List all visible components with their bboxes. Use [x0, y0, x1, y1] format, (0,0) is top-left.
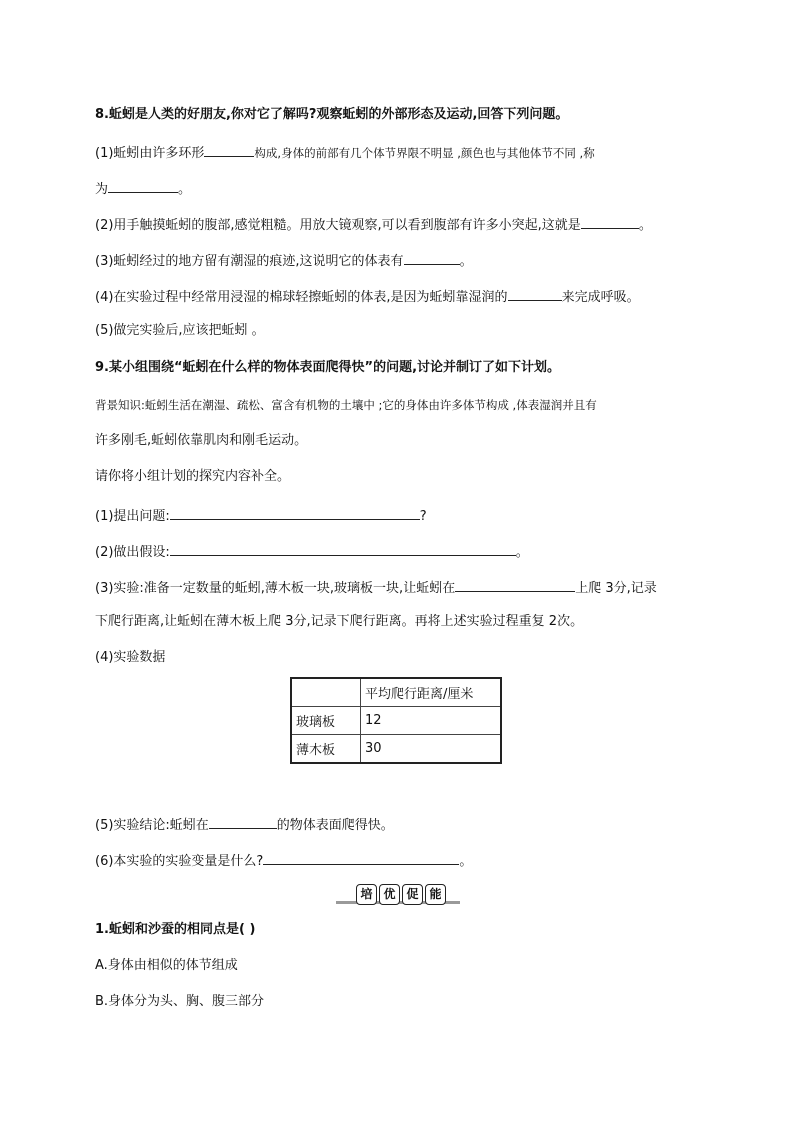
table-cell: 30	[361, 735, 502, 764]
answer-blank[interactable]	[508, 286, 562, 301]
table-header-row	[291, 678, 501, 707]
answer-blank[interactable]	[204, 142, 254, 157]
table-row	[291, 707, 501, 735]
pq1-option-b[interactable]: B.身体分为头、胸、腹三部分	[95, 994, 265, 1009]
banner-char: 能	[425, 884, 446, 905]
section-banner	[336, 884, 460, 906]
q9-step6: (6)本实验的实验变量是什么? 。	[95, 850, 472, 871]
table-header-cell: 平均爬行距离/厘米	[361, 678, 502, 707]
q9-step3-line1: (3)实验:准备一定数量的蚯蚓,薄木板一块,玻璃板一块,让蚯蚓在 上爬 3分,记录	[95, 577, 657, 598]
answer-blank[interactable]	[455, 577, 575, 592]
pq1-title: 1.蚯蚓和沙蚕的相同点是( )	[95, 922, 256, 937]
answer-blank[interactable]	[263, 850, 459, 865]
q9-step2: (2)做出假设: 。	[95, 541, 529, 562]
q9-step5: (5)实验结论:蚯蚓在 的物体表面爬得快。	[95, 814, 394, 835]
q9-background-line2: 许多刚毛,蚯蚓依靠肌肉和刚毛运动。	[95, 433, 308, 448]
table-cell	[291, 678, 361, 707]
q9-title: 9.某小组围绕“蚯蚓在什么样的物体表面爬得快”的问题,讨论并制订了如下计划。	[95, 360, 561, 375]
pq1-option-a[interactable]: A.身体由相似的体节组成	[95, 958, 238, 973]
answer-blank[interactable]	[581, 214, 639, 229]
q9-step3-line2: 下爬行距离,让蚯蚓在薄木板上爬 3分,记录下爬行距离。再将上述实验过程重复 2次。	[95, 614, 584, 629]
q8-part4: (4)在实验过程中经常用浸湿的棉球轻擦蚯蚓的体表,是因为蚯蚓靠湿润的 来完成呼吸。	[95, 286, 640, 307]
q9-step1: (1)提出问题: ?	[95, 505, 427, 526]
answer-blank[interactable]	[170, 541, 516, 556]
banner-char: 优	[379, 884, 400, 905]
table-cell: 玻璃板	[291, 707, 361, 735]
q8-part3: (3)蚯蚓经过的地方留有潮湿的痕迹,这说明它的体表有 。	[95, 250, 473, 271]
answer-blank[interactable]	[108, 178, 178, 193]
q8-part1-line1: (1)蚯蚓由许多环形 构成,身体的前部有几个体节界限不明显 ,颜色也与其他体节不同 ,称	[95, 142, 595, 163]
q8-part1-line2: 为 。	[95, 178, 191, 199]
q8-part5: (5)做完实验后,应该把蚯蚓 。	[95, 323, 265, 338]
q9-intro: 请你将小组计划的探究内容补全。	[95, 469, 291, 484]
q9-step4: (4)实验数据	[95, 650, 166, 665]
experiment-data-table	[290, 677, 502, 764]
banner-char: 促	[402, 884, 423, 905]
q8-part2: (2)用手触摸蚯蚓的腹部,感觉粗糙。用放大镜观察,可以看到腹部有许多小突起,这就是 。	[95, 214, 652, 235]
banner-char: 培	[356, 884, 377, 905]
table-cell: 12	[361, 707, 502, 735]
answer-blank[interactable]	[209, 814, 277, 829]
answer-blank[interactable]	[404, 250, 460, 265]
table-row	[291, 735, 501, 764]
q8-title: 8.蚯蚓是人类的好朋友,你对它了解吗?观察蚯蚓的外部形态及运动,回答下列问题。	[95, 107, 569, 122]
table-cell: 薄木板	[291, 735, 361, 764]
q9-background-line1: 背景知识:蚯蚓生活在潮湿、疏松、富含有机物的土壤中 ;它的身体由许多体节构成 ,体表湿润并且有	[95, 398, 597, 412]
answer-blank[interactable]	[170, 505, 420, 520]
